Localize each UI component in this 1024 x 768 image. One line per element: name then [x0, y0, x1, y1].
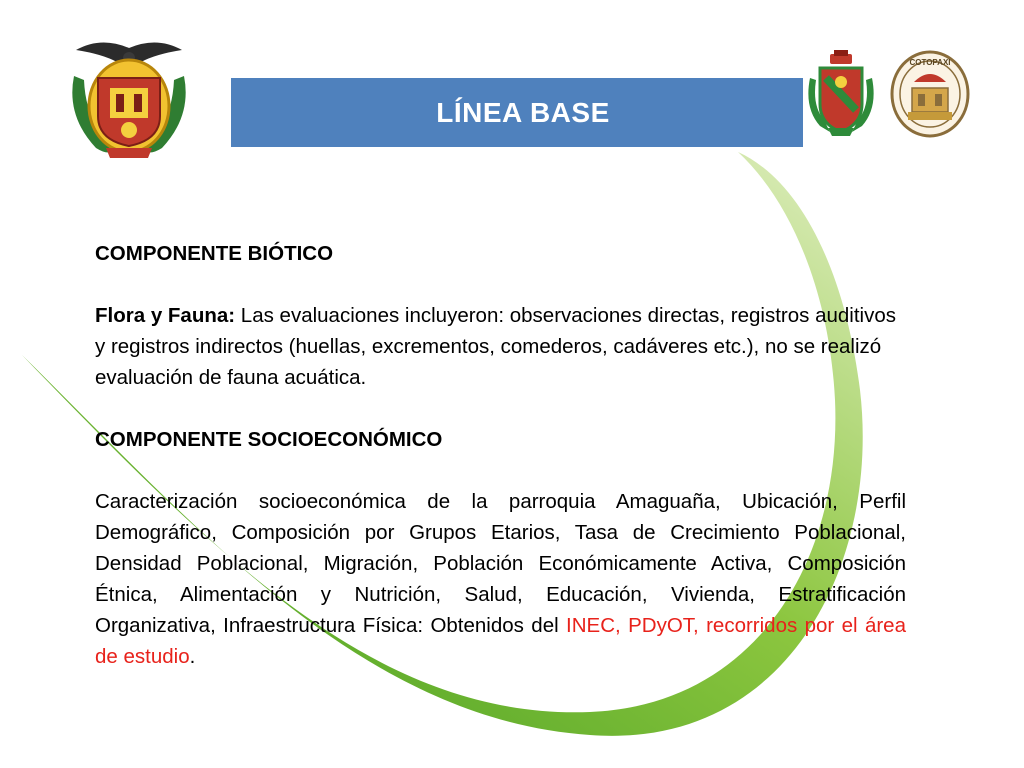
- slide-body: [95, 238, 906, 672]
- sources-highlight: INEC, PDyOT, recorridos por el área de estudio: [95, 614, 906, 668]
- biotic-heading: COMPONENTE BIÓTICO: [95, 242, 334, 265]
- eagle-coat-of-arms-icon: [56, 36, 202, 164]
- spacer: [95, 269, 906, 300]
- spacer: [95, 393, 906, 424]
- spacer: [95, 455, 906, 486]
- svg-text:COTOPAXI: COTOPAXI: [909, 58, 951, 67]
- university-shield-icon: [800, 48, 882, 138]
- socioeconomic-paragraph: [95, 486, 906, 672]
- socioeconomic-heading: COMPONENTE SOCIOECONÓMICO: [95, 428, 443, 451]
- slide-title: LÍNEA BASE: [436, 96, 610, 128]
- biotic-lead: Flora y Fauna:: [95, 304, 236, 327]
- cotopaxi-seal-icon: [888, 48, 972, 138]
- socioeconomic-text: Caracterización socioeconómica de la parroquia Amaguaña, Ubicación, Perfil Demográfico, Composición por Grupos Etarios, Tasa de Crecimiento Poblacional, Densidad Poblacional, Migración, Población Económicamente Activa, Composición Étnica, Alimentación y Nutrición, Salud, Educación, Vivienda, Estratificación Organizativa, Infraestructura Física: Obtenidos del: [95, 490, 906, 637]
- biotic-text: Las evaluaciones incluyeron: observaciones directas, registros auditivos y registros indirectos (huellas, excrementos, comederos, cadáveres etc.), no se realizó evaluación de fauna acuática.: [95, 304, 897, 389]
- biotic-paragraph: [95, 300, 906, 393]
- title-bar: [231, 78, 817, 147]
- sentence-end: .: [189, 645, 196, 668]
